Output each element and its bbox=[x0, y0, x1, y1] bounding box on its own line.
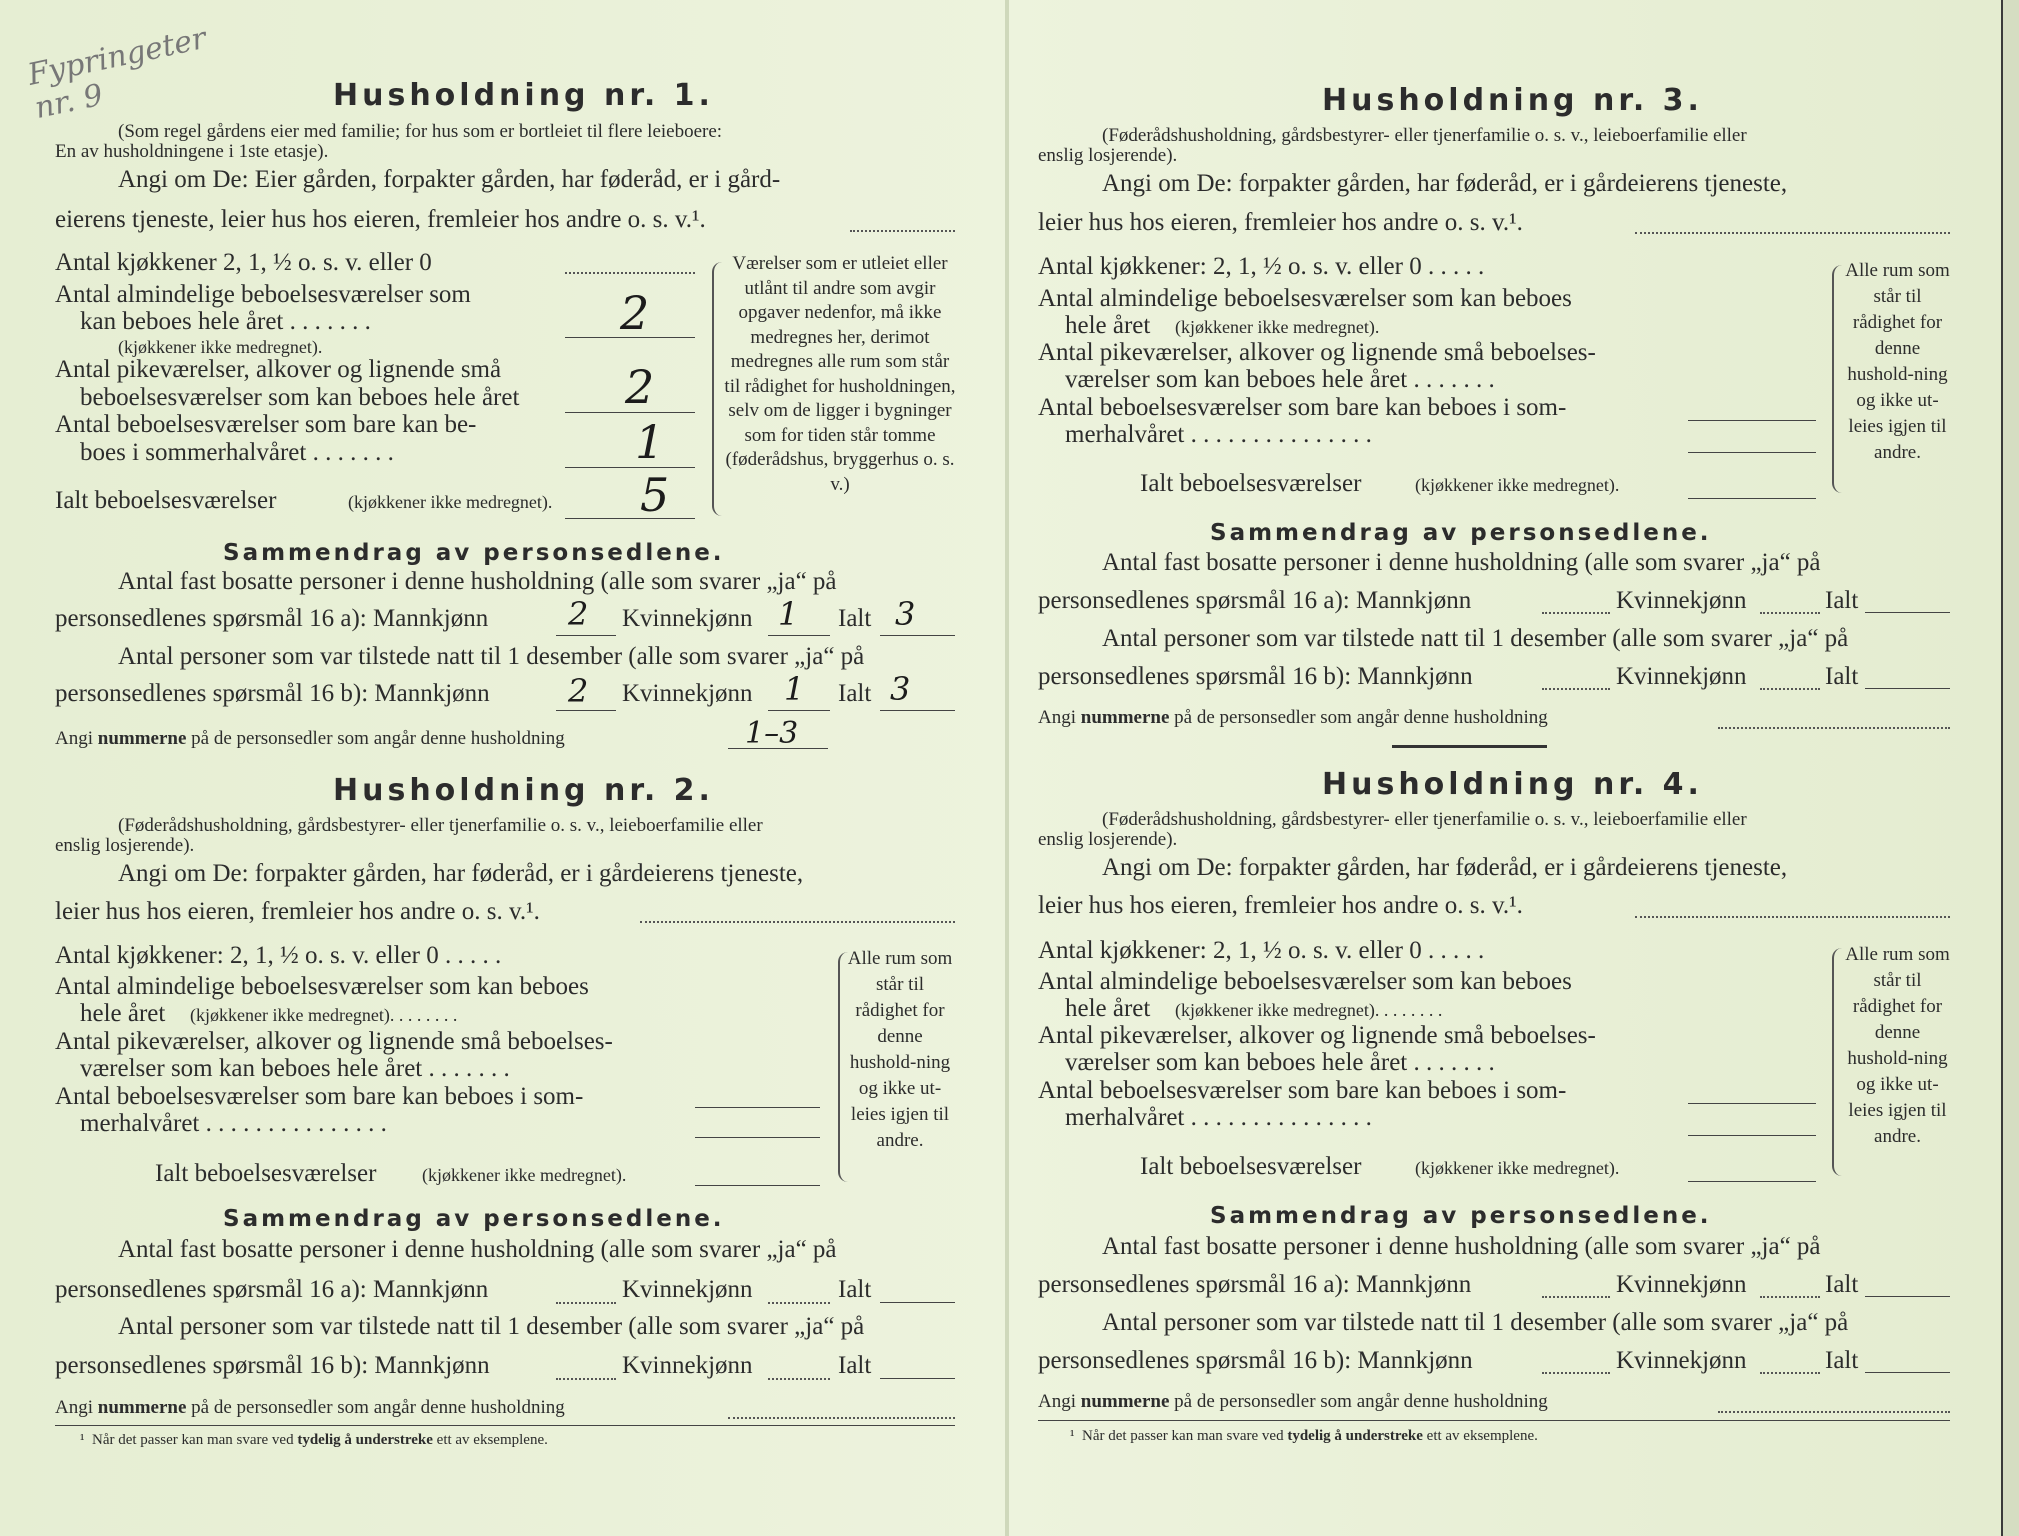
household-1-female-label-a: Kvinnekjønn bbox=[622, 605, 753, 632]
household-4-summer-label-2: merhalvåret . . . . . . . . . . . . . . . bbox=[1065, 1104, 1372, 1131]
household-1-rooms-label-1: Antal almindelige beboelsesværelser som bbox=[55, 281, 471, 308]
household-4-kitchens-label: Antal kjøkkener: 2, 1, ½ o. s. v. eller 0 . . . . . bbox=[1038, 937, 1485, 964]
page-fold bbox=[1005, 0, 1009, 1536]
household-2-total-label: Ialt beboelsesværelser bbox=[155, 1160, 377, 1187]
household-2-maid-label-1: Antal pikeværelser, alkover og lignende små beboelses- bbox=[55, 1028, 613, 1055]
household-1-resident-1: Antal fast bosatte personer i denne husholdning (alle som svarer „ja“ på bbox=[118, 568, 837, 595]
household-3-numbers-label-b: nummerne bbox=[1080, 707, 1170, 728]
household-2-numbers-field[interactable] bbox=[728, 1417, 955, 1419]
household-3-maid-label-2: værelser som kan beboes hele året . . . . . . . bbox=[1065, 366, 1495, 393]
household-1-title: Husholdning nr. 1. bbox=[333, 78, 714, 113]
household-1-female-b[interactable]: 1 bbox=[784, 670, 805, 708]
household-2-rooms-label-2: hele året bbox=[80, 1000, 166, 1027]
household-1-numbers-label bbox=[55, 728, 565, 750]
household-2-question-line[interactable] bbox=[640, 921, 955, 923]
household-1-female-b-field[interactable] bbox=[768, 710, 830, 711]
household-3-summer-field[interactable] bbox=[1688, 452, 1816, 453]
household-3-question-1: Angi om De: forpakter gården, har føderåd, er i gårdeierens tjeneste, bbox=[1102, 170, 1788, 197]
household-2-question-2: leier hus hos eieren, fremleier hos andre o. s. v.¹. bbox=[55, 898, 540, 925]
household-1-total-a-field[interactable] bbox=[880, 635, 955, 636]
household-1-summer-field[interactable] bbox=[565, 467, 695, 468]
household-3-summary-title: Sammendrag av personsedlene. bbox=[1210, 520, 1712, 546]
household-3-note-1: (Føderådshusholdning, gårdsbestyrer- eller tjenerfamilie o. s. v., leieboerfamilie eller bbox=[1102, 125, 1747, 146]
household-2-total-label-b: Ialt bbox=[838, 1352, 872, 1379]
household-1-summary-title: Sammendrag av personsedlene. bbox=[223, 540, 725, 566]
household-3-question-line[interactable] bbox=[1635, 232, 1950, 234]
household-3-numbers-label bbox=[1038, 707, 1548, 729]
household-3-female-a-field[interactable] bbox=[1760, 612, 1820, 614]
right-footnote-mark: ¹ bbox=[1070, 1428, 1075, 1444]
household-1-summer-label-1: Antal beboelsesværelser som bare kan be- bbox=[55, 411, 477, 438]
household-1-female-label-b: Kvinnekjønn bbox=[622, 680, 753, 707]
household-4-total-b-field[interactable] bbox=[1865, 1372, 1950, 1373]
household-4-total-label-b: Ialt bbox=[1825, 1347, 1859, 1374]
household-2-female-label-a: Kvinnekjønn bbox=[622, 1276, 753, 1303]
household-4-question-1: Angi om De: forpakter gården, har føderåd, er i gårdeierens tjeneste, bbox=[1102, 854, 1788, 881]
household-3-numbers-field[interactable] bbox=[1718, 727, 1950, 729]
household-1-maid-field[interactable] bbox=[565, 412, 695, 413]
household-4-numbers-label-b: nummerne bbox=[1080, 1391, 1170, 1412]
household-4-present-1: Antal personer som var tilstede natt til 1 desember (alle som svarer „ja“ på bbox=[1102, 1309, 1849, 1336]
household-4-title: Husholdning nr. 4. bbox=[1322, 767, 1703, 802]
household-1-question-2: eierens tjeneste, leier hus hos eieren, fremleier hos andre o. s. v.¹. bbox=[55, 206, 706, 233]
household-3-summer-label-1: Antal beboelsesværelser som bare kan beboes i som- bbox=[1038, 394, 1567, 421]
left-footnote-text-c: ett av eksemplene. bbox=[436, 1432, 548, 1448]
household-4-rooms-label-1: Antal almindelige beboelsesværelser som kan beboes bbox=[1038, 968, 1572, 995]
household-2-numbers-label-a: Angi bbox=[55, 1397, 93, 1418]
household-2-numbers-label-c: på de personsedler som angår denne husholdning bbox=[191, 1397, 565, 1418]
household-4-numbers-label-a: Angi bbox=[1038, 1391, 1076, 1412]
household-1-female-a-field[interactable] bbox=[768, 635, 830, 636]
household-2-summary-title: Sammendrag av personsedlene. bbox=[223, 1206, 725, 1232]
sheet-edge bbox=[2001, 0, 2019, 1536]
household-4-summer-field-top[interactable] bbox=[1688, 1103, 1816, 1104]
household-1-total-b[interactable]: 3 bbox=[890, 670, 911, 708]
household-1-numbers-label-b: nummerne bbox=[97, 728, 187, 749]
household-2-kitchens-label: Antal kjøkkener: 2, 1, ½ o. s. v. eller 0 . . . . . bbox=[55, 942, 502, 969]
household-4-question-2: leier hus hos eieren, fremleier hos andre o. s. v.¹. bbox=[1038, 892, 1523, 919]
household-3-maid-label-1: Antal pikeværelser, alkover og lignende små beboelses- bbox=[1038, 339, 1596, 366]
household-1-total-label: Ialt beboelsesværelser bbox=[55, 487, 277, 514]
household-1-note-1: (Som regel gårdens eier med familie; for hus som er bortleiet til flere leieboere: bbox=[118, 121, 723, 142]
household-1-total-label-a: Ialt bbox=[838, 605, 872, 632]
left-page bbox=[0, 0, 1005, 1536]
left-footnote bbox=[80, 1432, 548, 1449]
household-3-total-label: Ialt beboelsesværelser bbox=[1140, 470, 1362, 497]
household-1-question-line[interactable] bbox=[850, 230, 955, 232]
household-1-rooms-label-2: kan beboes hele året . . . . . . . bbox=[80, 308, 371, 335]
household-2-total-a-field[interactable] bbox=[880, 1302, 955, 1303]
household-2-present-2: personsedlenes spørsmål 16 b): Mannkjønn bbox=[55, 1352, 490, 1379]
household-3-total-b-field[interactable] bbox=[1865, 688, 1950, 689]
right-footnote-text-a: Når det passer kan man svare ved bbox=[1082, 1428, 1284, 1444]
household-2-title: Husholdning nr. 2. bbox=[333, 773, 714, 808]
household-3-male-a-field[interactable] bbox=[1542, 612, 1610, 614]
household-1-question-1: Angi om De: Eier gården, forpakter gården, har føderåd, er i gård- bbox=[118, 166, 781, 193]
household-3-rooms-note: (kjøkkener ikke medregnet). bbox=[1175, 317, 1380, 337]
household-2-resident-1: Antal fast bosatte personer i denne husholdning (alle som svarer „ja“ på bbox=[118, 1236, 837, 1263]
household-1-summer-label-2: boes i sommerhalvåret . . . . . . . bbox=[80, 439, 394, 466]
margin-scrawl: Fypringeter nr. 9 bbox=[24, 20, 210, 127]
household-2-male-a-field[interactable] bbox=[556, 1302, 616, 1304]
household-3-summer-label-2: merhalvåret . . . . . . . . . . . . . . . bbox=[1065, 421, 1372, 448]
household-1-total-field[interactable] bbox=[565, 518, 695, 519]
household-1-male-b[interactable]: 2 bbox=[568, 672, 589, 710]
household-2-side-note: Alle rum som står til rådighet for denne hushold-ning og ikke ut-leies igjen til andre. bbox=[847, 948, 953, 1151]
household-3-female-b-field[interactable] bbox=[1760, 688, 1820, 690]
household-4-note-2: enslig losjerende). bbox=[1038, 829, 1178, 850]
household-1-numbers-label-a: Angi bbox=[55, 728, 93, 749]
right-footnote-text-b: tydelig å understreke bbox=[1287, 1428, 1423, 1444]
household-4-note-1: (Føderådshusholdning, gårdsbestyrer- eller tjenerfamilie o. s. v., leieboerfamilie eller bbox=[1102, 809, 1747, 830]
household-4-total-field[interactable] bbox=[1688, 1181, 1816, 1182]
household-1-maid-label-1: Antal pikeværelser, alkover og lignende små bbox=[55, 356, 502, 383]
household-4-total-note: (kjøkkener ikke medregnet). bbox=[1415, 1158, 1620, 1178]
household-2-resident-2: personsedlenes spørsmål 16 a): Mannkjønn bbox=[55, 1276, 489, 1303]
right-footnote-rule bbox=[1038, 1420, 1950, 1421]
household-2-question-1: Angi om De: forpakter gården, har føderåd, er i gårdeierens tjeneste, bbox=[118, 860, 804, 887]
household-3-total-note: (kjøkkener ikke medregnet). bbox=[1415, 475, 1620, 495]
left-footnote-rule bbox=[55, 1425, 955, 1426]
household-3-summer-field-top[interactable] bbox=[1688, 420, 1816, 421]
household-1-maid-value[interactable]: 2 bbox=[625, 360, 655, 414]
household-3-note-2: enslig losjerende). bbox=[1038, 145, 1178, 166]
household-1-side-note: Værelser som er utleiet eller utlånt til andre som avgir opgaver nedenfor, må ikke medregnes her, derimot medregnes alle rum som står til rådighet for husholdningen, selv om de ligger i bygninger som for tiden står tomme (føderådshus, bryggerhus o. s. v.) bbox=[724, 253, 956, 495]
household-1-present-1: Antal personer som var tilstede natt til 1 desember (alle som svarer „ja“ på bbox=[118, 643, 865, 670]
household-1-rooms-field[interactable] bbox=[565, 337, 695, 338]
household-3-numbers-label-c: på de personsedler som angår denne husholdning bbox=[1174, 707, 1548, 728]
household-2-numbers-label bbox=[55, 1397, 565, 1419]
household-4-resident-1: Antal fast bosatte personer i denne husholdning (alle som svarer „ja“ på bbox=[1102, 1233, 1821, 1260]
household-4-summer-field[interactable] bbox=[1688, 1135, 1816, 1136]
household-3-title: Husholdning nr. 3. bbox=[1322, 83, 1703, 118]
household-2-summer-field[interactable] bbox=[695, 1137, 820, 1138]
household-4-total-label-a: Ialt bbox=[1825, 1271, 1859, 1298]
right-page bbox=[1010, 0, 2000, 1536]
household-2-male-b-field[interactable] bbox=[556, 1378, 616, 1380]
household-3-total-a-field[interactable] bbox=[1865, 612, 1950, 613]
household-3-female-label-a: Kvinnekjønn bbox=[1616, 587, 1747, 614]
household-1-rooms-note: (kjøkkener ikke medregnet). bbox=[118, 337, 323, 357]
household-1-total-note: (kjøkkener ikke medregnet). bbox=[348, 492, 553, 512]
household-4-total-label: Ialt beboelsesværelser bbox=[1140, 1153, 1362, 1180]
household-3-present-2: personsedlenes spørsmål 16 b): Mannkjønn bbox=[1038, 663, 1473, 690]
household-4-numbers-label bbox=[1038, 1391, 1548, 1413]
household-4-female-label-b: Kvinnekjønn bbox=[1616, 1347, 1747, 1374]
household-2-note-2: enslig losjerende). bbox=[55, 835, 195, 856]
household-4-resident-2: personsedlenes spørsmål 16 a): Mannkjønn bbox=[1038, 1271, 1472, 1298]
household-1-rooms-value[interactable]: 2 bbox=[620, 286, 650, 340]
left-footnote-text-b: tydelig å understreke bbox=[297, 1432, 433, 1448]
household-3-present-1: Antal personer som var tilstede natt til 1 desember (alle som svarer „ja“ på bbox=[1102, 625, 1849, 652]
household-2-summer-label-1: Antal beboelsesværelser som bare kan beboes i som- bbox=[55, 1083, 584, 1110]
household-4-rooms-label-2: hele året bbox=[1065, 995, 1151, 1022]
household-4-total-a-field[interactable] bbox=[1865, 1296, 1950, 1297]
household-1-female-a[interactable]: 1 bbox=[778, 595, 799, 633]
household-3-total-label-a: Ialt bbox=[1825, 587, 1859, 614]
household-2-rooms-label-1: Antal almindelige beboelsesværelser som kan beboes bbox=[55, 973, 589, 1000]
household-1-kitchens-field[interactable] bbox=[565, 272, 695, 274]
household-1-numbers-field[interactable] bbox=[728, 748, 828, 749]
household-2-present-1: Antal personer som var tilstede natt til 1 desember (alle som svarer „ja“ på bbox=[118, 1313, 865, 1340]
household-3-rooms-label-1: Antal almindelige beboelsesværelser som kan beboes bbox=[1038, 285, 1572, 312]
household-4-numbers-label-c: på de personsedler som angår denne husholdning bbox=[1174, 1391, 1548, 1412]
household-4-numbers-field[interactable] bbox=[1718, 1411, 1950, 1413]
household-3-female-label-b: Kvinnekjønn bbox=[1616, 663, 1747, 690]
household-2-total-field[interactable] bbox=[695, 1185, 820, 1186]
household-4-maid-label-2: værelser som kan beboes hele året . . . . . . . bbox=[1065, 1049, 1495, 1076]
household-3-resident-2: personsedlenes spørsmål 16 a): Mannkjønn bbox=[1038, 587, 1472, 614]
household-4-female-a-field[interactable] bbox=[1760, 1296, 1820, 1298]
household-4-present-2: personsedlenes spørsmål 16 b): Mannkjønn bbox=[1038, 1347, 1473, 1374]
household-1-total-value[interactable]: 5 bbox=[640, 468, 670, 522]
household-1-kitchens-label: Antal kjøkkener 2, 1, ½ o. s. v. eller 0 bbox=[55, 249, 432, 276]
household-1-total-label-b: Ialt bbox=[838, 680, 872, 707]
right-footnote-text-c: ett av eksemplene. bbox=[1426, 1428, 1538, 1444]
household-3-rooms-label-2: hele året bbox=[1065, 312, 1151, 339]
household-1-male-b-field[interactable] bbox=[556, 710, 616, 711]
left-footnote-mark: ¹ bbox=[80, 1432, 85, 1448]
household-2-rooms-note: (kjøkkener ikke medregnet). . . . . . . . bbox=[190, 1005, 458, 1025]
household-3-resident-1: Antal fast bosatte personer i denne husholdning (alle som svarer „ja“ på bbox=[1102, 549, 1821, 576]
household-1-male-a-field[interactable] bbox=[556, 635, 616, 636]
household-separator bbox=[1392, 745, 1547, 748]
right-footnote bbox=[1070, 1428, 1538, 1445]
household-4-maid-label-1: Antal pikeværelser, alkover og lignende små beboelses- bbox=[1038, 1022, 1596, 1049]
household-4-male-b-field[interactable] bbox=[1542, 1372, 1610, 1374]
household-1-summer-value[interactable]: 1 bbox=[635, 415, 665, 469]
household-3-kitchens-label: Antal kjøkkener: 2, 1, ½ o. s. v. eller 0 . . . . . bbox=[1038, 253, 1485, 280]
household-1-total-b-field[interactable] bbox=[880, 710, 955, 711]
household-2-maid-label-2: værelser som kan beboes hele året . . . . . . . bbox=[80, 1055, 510, 1082]
household-1-resident-2: personsedlenes spørsmål 16 a): Mannkjønn bbox=[55, 605, 489, 632]
household-3-total-field[interactable] bbox=[1688, 498, 1816, 499]
household-1-note-2: En av husholdningene i 1ste etasje). bbox=[55, 141, 329, 162]
household-1-total-a[interactable]: 3 bbox=[895, 595, 916, 633]
household-4-question-line[interactable] bbox=[1635, 916, 1950, 918]
household-4-rooms-note: (kjøkkener ikke medregnet). . . . . . . . bbox=[1175, 1000, 1443, 1020]
household-3-question-2: leier hus hos eieren, fremleier hos andre o. s. v.¹. bbox=[1038, 209, 1523, 236]
household-4-female-label-a: Kvinnekjønn bbox=[1616, 1271, 1747, 1298]
household-2-female-a-field[interactable] bbox=[768, 1302, 830, 1304]
household-4-female-b-field[interactable] bbox=[1760, 1372, 1820, 1374]
household-1-maid-label-2: beboelsesværelser som kan beboes hele året bbox=[80, 384, 520, 411]
household-4-male-a-field[interactable] bbox=[1542, 1296, 1610, 1298]
household-1-numbers-label-c: på de personsedler som angår denne husholdning bbox=[191, 728, 565, 749]
household-2-total-label-a: Ialt bbox=[838, 1276, 872, 1303]
household-3-total-label-b: Ialt bbox=[1825, 663, 1859, 690]
household-2-female-label-b: Kvinnekjønn bbox=[622, 1352, 753, 1379]
household-3-numbers-label-a: Angi bbox=[1038, 707, 1076, 728]
household-2-female-b-field[interactable] bbox=[768, 1378, 830, 1380]
household-4-summer-label-1: Antal beboelsesværelser som bare kan beboes i som- bbox=[1038, 1077, 1567, 1104]
household-2-summer-label-2: merhalvåret . . . . . . . . . . . . . . . bbox=[80, 1110, 387, 1137]
household-4-summary-title: Sammendrag av personsedlene. bbox=[1210, 1203, 1712, 1229]
household-1-present-2: personsedlenes spørsmål 16 b): Mannkjønn bbox=[55, 680, 490, 707]
household-2-numbers-label-b: nummerne bbox=[97, 1397, 187, 1418]
household-3-side-note: Alle rum som står til rådighet for denne hushold-ning og ikke ut-leies igjen til andre. bbox=[1845, 260, 1950, 463]
household-2-total-note: (kjøkkener ikke medregnet). bbox=[422, 1165, 627, 1185]
household-3-male-b-field[interactable] bbox=[1542, 688, 1610, 690]
left-footnote-text-a: Når det passer kan man svare ved bbox=[92, 1432, 294, 1448]
household-2-note-1: (Føderådshusholdning, gårdsbestyrer- eller tjenerfamilie o. s. v., leieboerfamilie eller bbox=[118, 815, 763, 836]
household-2-summer-field-top[interactable] bbox=[695, 1107, 820, 1108]
household-1-numbers-value[interactable]: 1–3 bbox=[745, 716, 799, 751]
household-1-male-a[interactable]: 2 bbox=[568, 595, 589, 633]
household-2-total-b-field[interactable] bbox=[880, 1378, 955, 1379]
household-4-side-note: Alle rum som står til rådighet for denne hushold-ning og ikke ut-leies igjen til andre. bbox=[1845, 944, 1950, 1147]
